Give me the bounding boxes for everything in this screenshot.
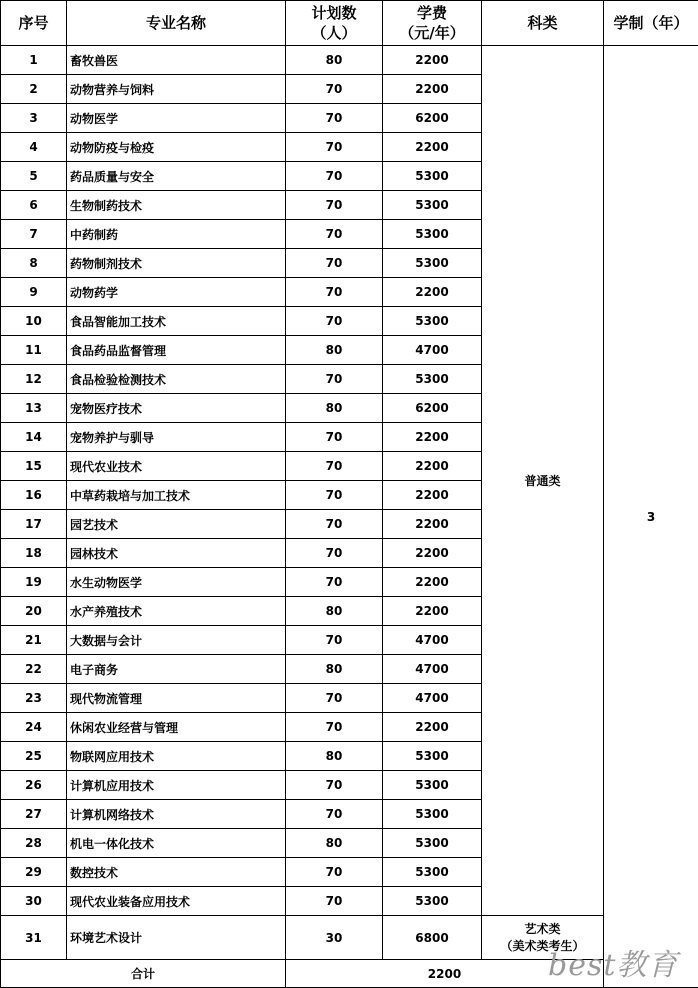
category-art-line2: （美术类考生） bbox=[482, 938, 603, 955]
cell-major: 环境艺术设计 bbox=[67, 916, 286, 960]
cell-seq: 22 bbox=[1, 655, 67, 684]
cell-seq: 26 bbox=[1, 771, 67, 800]
cell-category-general: 普通类 bbox=[482, 46, 604, 916]
cell-plan: 70 bbox=[286, 684, 383, 713]
header-plan-line2: （人） bbox=[286, 23, 382, 43]
cell-fee: 5300 bbox=[383, 191, 482, 220]
cell-plan: 70 bbox=[286, 104, 383, 133]
cell-seq: 28 bbox=[1, 829, 67, 858]
cell-plan: 80 bbox=[286, 394, 383, 423]
cell-fee: 2200 bbox=[383, 510, 482, 539]
cell-major: 动物医学 bbox=[67, 104, 286, 133]
cell-fee: 2200 bbox=[383, 133, 482, 162]
cell-major: 现代物流管理 bbox=[67, 684, 286, 713]
cell-major: 药物制剂技术 bbox=[67, 249, 286, 278]
cell-major: 计算机网络技术 bbox=[67, 800, 286, 829]
cell-seq: 4 bbox=[1, 133, 67, 162]
cell-major: 现代农业装备应用技术 bbox=[67, 887, 286, 916]
cell-fee: 5300 bbox=[383, 771, 482, 800]
cell-fee: 4700 bbox=[383, 626, 482, 655]
cell-fee: 2200 bbox=[383, 46, 482, 75]
cell-major: 现代农业技术 bbox=[67, 452, 286, 481]
cell-fee: 5300 bbox=[383, 887, 482, 916]
cell-seq: 30 bbox=[1, 887, 67, 916]
cell-major: 物联网应用技术 bbox=[67, 742, 286, 771]
cell-fee: 5300 bbox=[383, 858, 482, 887]
cell-major: 食品智能加工技术 bbox=[67, 307, 286, 336]
cell-fee: 5300 bbox=[383, 162, 482, 191]
table-row bbox=[1, 46, 698, 75]
cell-major: 宠物医疗技术 bbox=[67, 394, 286, 423]
cell-plan: 70 bbox=[286, 365, 383, 394]
cell-seq: 14 bbox=[1, 423, 67, 452]
cell-seq: 1 bbox=[1, 46, 67, 75]
cell-plan: 70 bbox=[286, 278, 383, 307]
cell-major: 休闲农业经营与管理 bbox=[67, 713, 286, 742]
cell-plan: 70 bbox=[286, 249, 383, 278]
cell-major: 水产养殖技术 bbox=[67, 597, 286, 626]
cell-seq: 10 bbox=[1, 307, 67, 336]
cell-seq: 15 bbox=[1, 452, 67, 481]
watermark: best教育 bbox=[548, 940, 678, 984]
header-plan bbox=[286, 1, 383, 46]
cell-seq: 2 bbox=[1, 75, 67, 104]
cell-plan: 80 bbox=[286, 597, 383, 626]
cell-seq: 18 bbox=[1, 539, 67, 568]
cell-seq: 5 bbox=[1, 162, 67, 191]
cell-fee: 2200 bbox=[383, 481, 482, 510]
cell-seq: 12 bbox=[1, 365, 67, 394]
cell-seq: 31 bbox=[1, 916, 67, 960]
cell-seq: 9 bbox=[1, 278, 67, 307]
cell-plan: 70 bbox=[286, 307, 383, 336]
cell-major: 园林技术 bbox=[67, 539, 286, 568]
total-value: 2200 bbox=[286, 960, 604, 988]
cell-major: 数控技术 bbox=[67, 858, 286, 887]
cell-fee: 4700 bbox=[383, 655, 482, 684]
cell-fee: 5300 bbox=[383, 249, 482, 278]
cell-plan: 70 bbox=[286, 133, 383, 162]
cell-major: 宠物养护与驯导 bbox=[67, 423, 286, 452]
header-fee-line2: （元/年） bbox=[383, 23, 481, 43]
cell-seq: 21 bbox=[1, 626, 67, 655]
table-header-row bbox=[1, 1, 698, 46]
cell-seq: 11 bbox=[1, 336, 67, 365]
cell-seq: 6 bbox=[1, 191, 67, 220]
header-major: 专业名称 bbox=[67, 1, 286, 46]
cell-major: 大数据与会计 bbox=[67, 626, 286, 655]
cell-fee: 5300 bbox=[383, 829, 482, 858]
cell-plan: 80 bbox=[286, 829, 383, 858]
cell-fee: 2200 bbox=[383, 713, 482, 742]
cell-plan: 70 bbox=[286, 191, 383, 220]
cell-fee: 6800 bbox=[383, 916, 482, 960]
cell-fee: 6200 bbox=[383, 394, 482, 423]
header-plan-line1: 计划数 bbox=[286, 3, 382, 23]
cell-fee: 5300 bbox=[383, 800, 482, 829]
cell-major: 动物营养与饲料 bbox=[67, 75, 286, 104]
cell-seq: 23 bbox=[1, 684, 67, 713]
header-category: 科类 bbox=[482, 1, 604, 46]
cell-major: 食品检验检测技术 bbox=[67, 365, 286, 394]
cell-plan: 70 bbox=[286, 858, 383, 887]
cell-plan: 70 bbox=[286, 568, 383, 597]
cell-major: 园艺技术 bbox=[67, 510, 286, 539]
cell-major: 机电一体化技术 bbox=[67, 829, 286, 858]
cell-major: 水生动物医学 bbox=[67, 568, 286, 597]
cell-major: 畜牧兽医 bbox=[67, 46, 286, 75]
cell-seq: 13 bbox=[1, 394, 67, 423]
cell-plan: 70 bbox=[286, 220, 383, 249]
cell-fee: 5300 bbox=[383, 307, 482, 336]
total-label: 合计 bbox=[1, 960, 286, 988]
cell-plan: 80 bbox=[286, 742, 383, 771]
cell-fee: 2200 bbox=[383, 539, 482, 568]
cell-seq: 29 bbox=[1, 858, 67, 887]
cell-plan: 70 bbox=[286, 162, 383, 191]
cell-plan: 70 bbox=[286, 887, 383, 916]
category-art-line1: 艺术类 bbox=[482, 921, 603, 938]
cell-major: 食品药品监督管理 bbox=[67, 336, 286, 365]
cell-fee: 4700 bbox=[383, 336, 482, 365]
cell-fee: 2200 bbox=[383, 423, 482, 452]
header-seq: 序号 bbox=[1, 1, 67, 46]
cell-major: 生物制药技术 bbox=[67, 191, 286, 220]
cell-plan: 70 bbox=[286, 423, 383, 452]
cell-fee: 5300 bbox=[383, 220, 482, 249]
cell-major: 中药制药 bbox=[67, 220, 286, 249]
cell-fee: 5300 bbox=[383, 365, 482, 394]
cell-major: 动物防疫与检疫 bbox=[67, 133, 286, 162]
cell-plan: 70 bbox=[286, 481, 383, 510]
cell-seq: 3 bbox=[1, 104, 67, 133]
cell-fee: 2200 bbox=[383, 75, 482, 104]
cell-seq: 8 bbox=[1, 249, 67, 278]
header-duration: 学制（年） bbox=[604, 1, 698, 46]
cell-fee: 2200 bbox=[383, 452, 482, 481]
cell-plan: 70 bbox=[286, 75, 383, 104]
cell-plan: 70 bbox=[286, 713, 383, 742]
cell-fee: 2200 bbox=[383, 597, 482, 626]
header-fee bbox=[383, 1, 482, 46]
cell-fee: 4700 bbox=[383, 684, 482, 713]
cell-major: 计算机应用技术 bbox=[67, 771, 286, 800]
cell-major: 药品质量与安全 bbox=[67, 162, 286, 191]
cell-major: 动物药学 bbox=[67, 278, 286, 307]
cell-plan: 70 bbox=[286, 800, 383, 829]
cell-plan: 80 bbox=[286, 336, 383, 365]
cell-plan: 80 bbox=[286, 46, 383, 75]
cell-plan: 70 bbox=[286, 452, 383, 481]
cell-plan: 30 bbox=[286, 916, 383, 960]
cell-seq: 27 bbox=[1, 800, 67, 829]
cell-seq: 7 bbox=[1, 220, 67, 249]
cell-fee: 2200 bbox=[383, 278, 482, 307]
cell-seq: 20 bbox=[1, 597, 67, 626]
cell-plan: 70 bbox=[286, 539, 383, 568]
cell-plan: 70 bbox=[286, 510, 383, 539]
cell-duration: 3 bbox=[604, 46, 698, 988]
cell-seq: 19 bbox=[1, 568, 67, 597]
cell-plan: 70 bbox=[286, 771, 383, 800]
cell-major: 电子商务 bbox=[67, 655, 286, 684]
cell-fee: 6200 bbox=[383, 104, 482, 133]
cell-plan: 80 bbox=[286, 655, 383, 684]
cell-major: 中草药栽培与加工技术 bbox=[67, 481, 286, 510]
header-fee-line1: 学费 bbox=[383, 3, 481, 23]
cell-fee: 5300 bbox=[383, 742, 482, 771]
cell-seq: 25 bbox=[1, 742, 67, 771]
cell-seq: 16 bbox=[1, 481, 67, 510]
cell-fee: 2200 bbox=[383, 568, 482, 597]
cell-seq: 17 bbox=[1, 510, 67, 539]
cell-seq: 24 bbox=[1, 713, 67, 742]
cell-plan: 70 bbox=[286, 626, 383, 655]
